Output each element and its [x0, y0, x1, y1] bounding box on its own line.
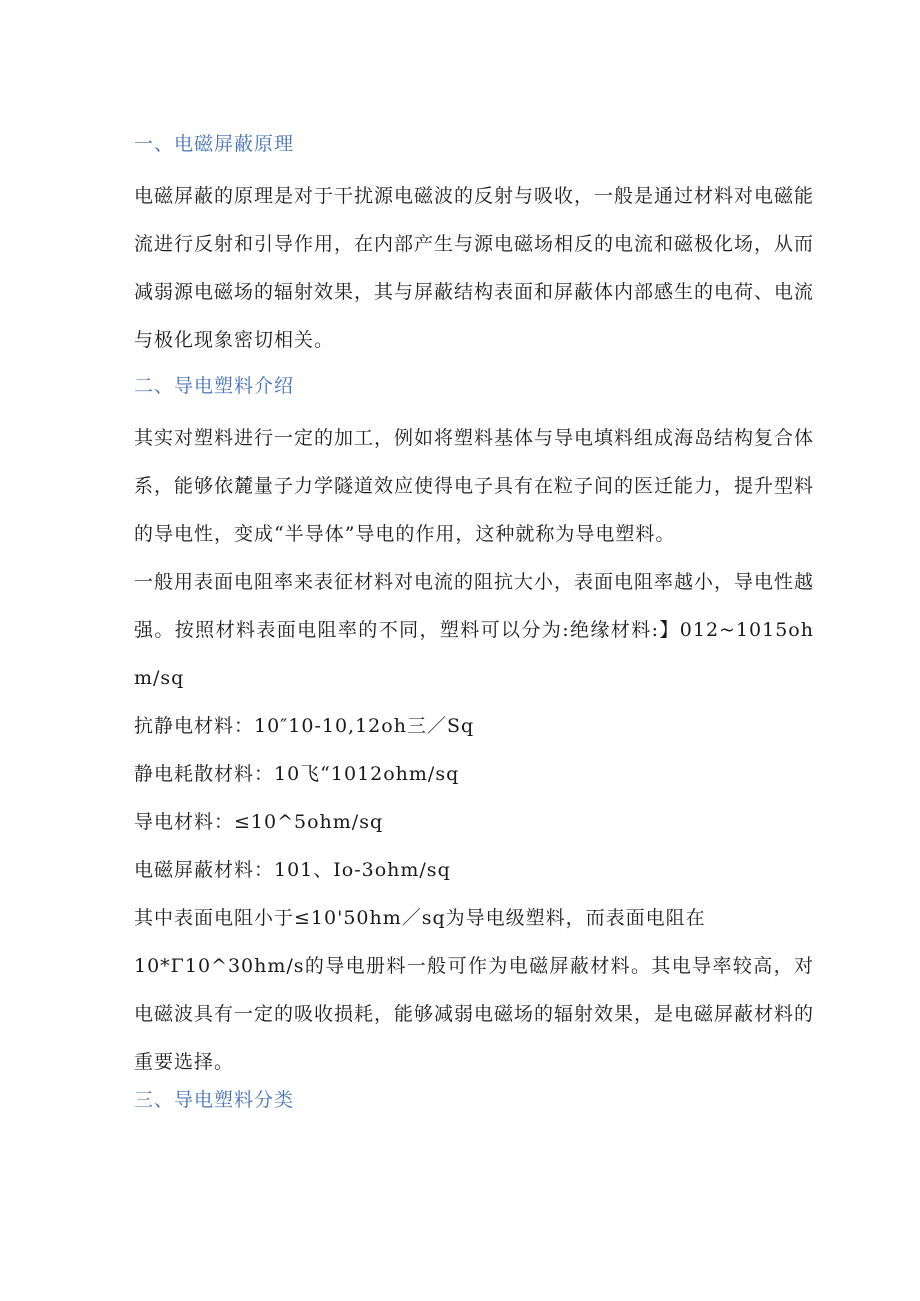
list-item-antistatic: 抗静电材料：10″10-10,12oh三／Sq [134, 715, 475, 737]
section-heading-3: 三、导电塑料分类 [134, 1089, 295, 1111]
section-2-paragraph-2: 一般用表面电阻率来表征材料对电流的阻抗大小，表面电阻率越小，导电性越强。按照材料表面电阻率的不同，塑料可以分为:绝缘材料:】012~1015ohm/sq [134, 571, 815, 689]
section-2-paragraph-1: 其实对塑料进行一定的加工，例如将塑料基体与导电填料组成海岛结构复合体系，能够依麓量子力学隧道效应使得电子具有在粒子间的医迁能力，提升型料的导电性，变成“半导体”导电的作用，这种就称为导电塑料。 [134, 427, 815, 545]
section-2-paragraph-3-line-1: 其中表面电阻小于≤10'50hm／sq为导电级塑料，而表面电阻在 [134, 907, 706, 929]
section-1-paragraph: 电磁屏蔽的原理是对于干扰源电磁波的反射与吸收，一般是通过材料对电磁能流进行反射和引导作用，在内部产生与源电磁场相反的电流和磁极化场，从而减弱源电磁场的辐射效果，其与屏蔽结构表面和屏蔽体内部感生的电荷、电流与极化现象密切相关。 [134, 185, 815, 351]
document-body [134, 128, 814, 1116]
section-2-paragraph-3: 10*Γ10^30hm/s的导电册料一般可作为电磁屏蔽材料。其电导率较高，对电磁波具有一定的吸收损耗，能够减弱电磁场的辐射效果，是电磁屏蔽材料的重要选择。 [134, 955, 815, 1073]
list-item-dissipative: 静电耗散材料：10飞“1012ohm/sq [134, 763, 460, 785]
section-heading-2: 二、导电塑料介绍 [134, 375, 295, 397]
list-item-emi-shielding: 电磁屏蔽材料：101、Io-3ohm/sq [134, 859, 451, 881]
list-item-conductive: 导电材料：≤10^5ohm/sq [134, 811, 384, 833]
section-heading-1: 一、电磁屏蔽原理 [134, 133, 295, 155]
